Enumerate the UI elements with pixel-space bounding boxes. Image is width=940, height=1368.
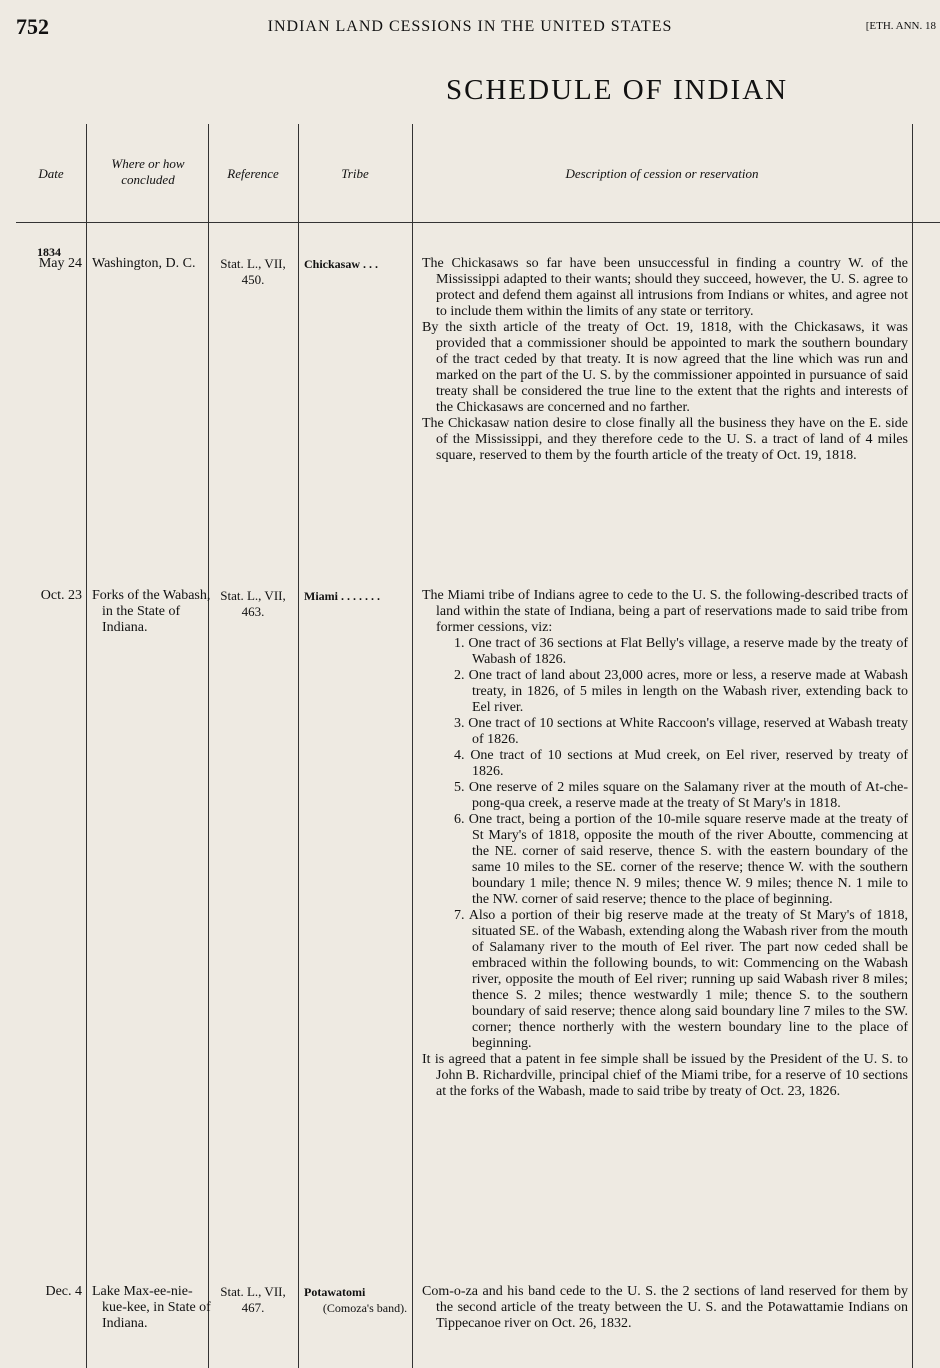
description-cell [422,256,908,464]
list-item: 2. One tract of land about 23,000 acres, more or less, a reserve made at Wabash treaty, in 1826, of 5 miles in length on the Wabash river, extending back to Eel river. [454,668,908,715]
description-cell [422,588,908,1100]
column-rule [912,124,913,1368]
list-item: 7. Also a portion of their big reserve made at the treaty of St Mary's of 1818, situated SE. of the Wabash, extending along the Wabash river from the mouth of Salamany river to the mouth of Eel river. The part now ceded shall be embraced within the following bounds, to wit: Commencing on the Wabash river, opposite the mouth of Eel river; running up said Wabash river 8 miles; thence S. 2 miles; thence westwardly 1 mile; thence S. to the southern boundary of said reserve; thence along said boundary line 7 miles to the SW. corner; thence northerly with the western boundary line to the place of beginning. [454,908,908,1051]
tribe-cell [304,588,416,604]
reference-cell: Stat. L., VII, 467. [220,1284,286,1315]
description-paragraph: It is agreed that a patent in fee simple shall be issued by the President of the U. S. to John B. Richardville, principal chief of the Miami tribe, for a reserve of 10 sections at the forks of the Wabash, made to said tribe by treaty of Oct. 23, 1826. [422,1052,908,1099]
where-cell: Washington, D. C. [92,256,196,271]
schedule-title: SCHEDULE OF INDIAN [446,74,789,106]
column-header-reference: Reference [227,166,279,181]
column-header-tribe: Tribe [341,166,369,181]
description-paragraph: The Chickasaw nation desire to close finally all the business they have on the E. side of the Mississippi, and they therefore cede to the U. S. a tract of land of 4 miles square, reserved to them by the fourth article of the treaty of Oct. 19, 1818. [422,416,908,463]
tribe-label: Potawatomi [304,1285,366,1299]
running-header-right: [ETH. ANN. 18 [865,20,936,32]
reference-cell: Stat. L., VII, 463. [220,588,286,619]
date-cell [16,588,82,604]
header-rule [16,222,940,223]
column-rule [298,124,299,1368]
description-paragraph: By the sixth article of the treaty of Oct. 19, 1818, with the Chickasaws, it was provided that a commissioner should be appointed to mark the southern boundary of the tract ceded by that treaty. It is now agreed that the line which was run and marked on the part of the U. S. by the commissioner appointed in pursuance of said treaty shall be considered the true line to the extent that the rights and interests of the Chickasaws are concerned and no farther. [422,320,908,415]
where-cell: Forks of the Wabash, in the State of Indiana. [92,588,211,635]
list-item: 5. One reserve of 2 miles square on the Salamany river at the mouth of At-che-pong-qua creek, a reserve made at the treaty of St Mary's in 1818. [454,780,908,811]
column-header-where: Where or how concluded [111,156,185,187]
schedule-table [16,124,940,1368]
tribe-label: Chickasaw . . . [304,257,379,271]
list-item: 4. One tract of 10 sections at Mud creek, on Eel river, reserved by treaty of 1826. [454,748,908,779]
tribe-cell [304,256,416,272]
description-paragraph: The Miami tribe of Indians agree to cede to the U. S. the following-described tracts of land within the state of Indiana, being a part of reservations made to said tribe from former cessions, viz: [422,588,908,635]
reference-cell: Stat. L., VII, 450. [220,256,286,287]
date-label: Dec. 4 [45,1284,82,1299]
year-label: 1834 [37,245,61,259]
where-cell: Lake Max-ee-nie-kue-kee, in State of Indiana. [92,1284,211,1331]
column-header-description: Description of cession or reservation [565,166,759,181]
date-cell [16,1284,82,1300]
list-item: 1. One tract of 36 sections at Flat Belly's village, a reserve made by the treaty of Wabash of 1826. [454,636,908,667]
column-rule [208,124,209,1368]
running-title: INDIAN LAND CESSIONS IN THE UNITED STATES [267,18,673,35]
list-item: 3. One tract of 10 sections at White Raccoon's village, reserved at Wabash treaty of 1826. [454,716,908,747]
tribe-cell [304,1284,416,1316]
page-number: 752 [16,14,49,39]
tribe-sublabel: (Comoza's band). [322,1301,408,1315]
description-paragraph: The Chickasaws so far have been unsuccessful in finding a country W. of the Mississippi adapted to their wants; should they succeed, however, the U. S. agree to protect and defend them against all intrusions from Indians or whites, and agree not to include them within the limits of any state or territory. [422,256,908,319]
list-item: 6. One tract, being a portion of the 10-mile square reserve made at the treaty of St Mary's of 1818, opposite the mouth of the river Aboutte, commencing at the NE. corner of said reserve, thence S. with the eastern boundary of the same 10 miles to the SE. corner of the reserve; thence W. with the southern boundary 1 mile; thence N. 9 miles; thence W. 9 miles; thence N. 1 mile to the NW. corner of said reserve; thence to the place of beginning. [454,812,908,907]
date-label: Oct. 23 [40,588,82,603]
date-cell [16,245,82,272]
tribe-label: Miami . . . . . . . [304,589,380,603]
column-header-date: Date [38,166,64,181]
date-label: May 24 [38,256,82,271]
description-cell [422,1284,908,1332]
description-paragraph: Com-o-za and his band cede to the U. S. the 2 sections of land reserved for them by the second article of the treaty between the U. S. and the Potawattamie Indians on Tippecanoe river on Oct. 26, 1832. [422,1284,908,1331]
column-rule [86,124,87,1368]
column-rule [412,124,413,1368]
